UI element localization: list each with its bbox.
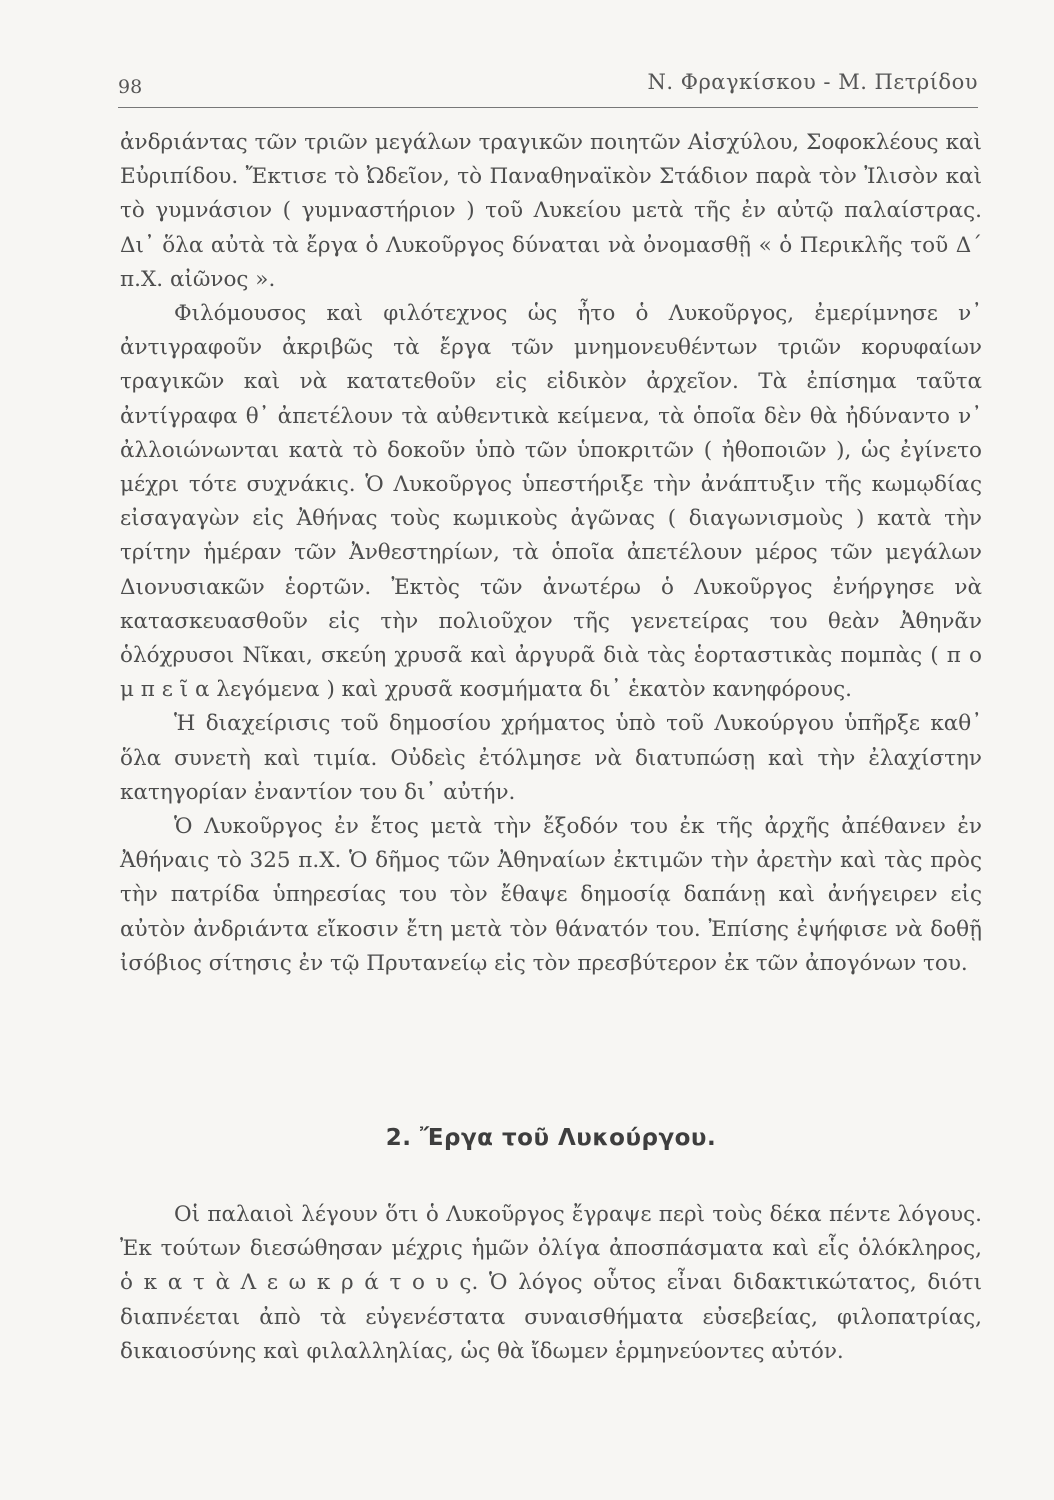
section-text xyxy=(120,1198,982,1369)
section-heading: 2. Ἔργα τοῦ Λυκούργου. xyxy=(385,1125,717,1151)
paragraph-continuation: ἀνδριάντας τῶν τριῶν μεγάλων τραγικῶν ποιητῶν Αἰσχύλου, Σοφοκλέους καὶ Εὐριπίδου. Ἔκτισε τὸ Ὠδεῖον, τὸ Παναθηναϊκὸν Στάδιον παρὰ τὸν Ἰλισὸν καὶ τὸ γυμνάσιον ( γυμναστήριον ) τοῦ Λυκείου μετὰ τῆς ἐν αὐτῷ παλαίστρας. Δι᾿ ὅλα αὐτὰ τὰ ἔργα ὁ Λυκοῦργος δύναται νὰ ὀνομασθῇ « ὁ Περικλῆς τοῦ Δ΄ π.Χ. αἰῶνος ». xyxy=(120,130,982,292)
main-text xyxy=(120,126,982,981)
running-head xyxy=(118,64,978,100)
paragraph-finances: Ἡ διαχείρισις τοῦ δημοσίου χρήματος ὑπὸ τοῦ Λυκούργου ὑπῆρξε καθ᾿ ὅλα συνετὴ καὶ τιμία. Οὐδεὶς ἐτόλμησε νὰ διατυπώσῃ καὶ τὴν ἐλαχίστην κατηγορίαν ἐναντίον του δι᾿ αὐτήν. xyxy=(120,711,982,805)
page-number: 98 xyxy=(118,76,143,98)
header-rule xyxy=(118,107,978,108)
paragraph-works: Οἱ παλαιοὶ λέγουν ὅτι ὁ Λυκοῦργος ἔγραψε περὶ τοὺς δέκα πέντε λόγους. Ἐκ τούτων διεσώθησαν μέχρις ἡμῶν ὀλίγα ἀποσπάσματα καὶ εἷς ὁλόκληρος, ὁ κ α τ ὰ Λ ε ω κ ρ ά τ ο υ ς. Ὁ λόγος οὗτος εἶναι διδακτικώτατος, διότι διαπνέεται ἀπὸ τὰ εὐγενέστατα συναισθήματα εὐσεβείας, φιλοπατρίας, δικαιοσύνης καὶ φιλαλληλίας, ὡς θὰ ἴδωμεν ἑρμηνεύοντες αὐτόν. xyxy=(120,1202,982,1364)
paragraph-death: Ὁ Λυκοῦργος ἐν ἔτος μετὰ τὴν ἔξοδόν του ἐκ τῆς ἀρχῆς ἀπέθανεν ἐν Ἀθήναις τὸ 325 π.Χ. Ὁ δῆμος τῶν Ἀθηναίων ἐκτιμῶν τὴν ἀρετὴν καὶ τὰς πρὸς τὴν πατρίδα ὑπηρεσίας του τὸν ἔθαψε δημοσίᾳ δαπάνῃ καὶ ἀνήγειρεν εἰς αὐτὸν ἀνδριάντα εἴκοσιν ἔτη μετὰ τὸν θάνατόν του. Ἐπίσης ἐψήφισε νὰ δοθῇ ἰσόβιος σίτησις ἐν τῷ Πρυτανείῳ εἰς τὸν πρεσβύτερον ἐκ τῶν ἀπογόνων του. xyxy=(120,814,982,976)
running-title: Ν. Φραγκίσκου - Μ. Πετρίδου xyxy=(647,70,978,94)
paragraph-archive: Φιλόμουσος καὶ φιλότεχνος ὡς ἦτο ὁ Λυκοῦργος, ἐμερίμνησε ν᾿ ἀντιγραφοῦν ἀκριβῶς τὰ ἔργα τῶν μνημονευθέντων τριῶν κορυφαίων τραγικῶν καὶ νὰ κατατεθοῦν εἰς εἰδικὸν ἀρχεῖον. Τὰ ἐπίσημα ταῦτα ἀντίγραφα θ᾿ ἀπετέλουν τὰ αὐθεντικὰ κείμενα, τὰ ὁποῖα δὲν θὰ ἠδύναντο ν᾿ ἀλλοιώνωνται κατὰ τὸ δοκοῦν ὑπὸ τῶν ὑποκριτῶν ( ἠθοποιῶν ), ὡς ἐγίνετο μέχρι τότε συχνάκις. Ὁ Λυκοῦργος ὑπεστήριξε τὴν ἀνάπτυξιν τῆς κωμῳδίας εἰσαγαγὼν εἰς Ἀθήνας τοὺς κωμικοὺς ἀγῶνας ( διαγωνισμοὺς ) κατὰ τὴν τρίτην ἡμέραν τῶν Ἀνθεστηρίων, τὰ ὁποῖα ἀπετέλουν μέρος τῶν μεγάλων Διονυσιακῶν ἑορτῶν. Ἐκτὸς τῶν ἀνωτέρω ὁ Λυκοῦργος ἐνήργησε νὰ κατασκευασθοῦν εἰς τὴν πολιοῦχον τῆς γενετείρας του θεὰν Ἀθηνᾶν ὁλόχρυσοι Νῖκαι, σκεύη χρυσᾶ καὶ ἀργυρᾶ διὰ τὰς ἑορταστικὰς πομπὰς ( π ο μ π ε ῖ α λεγόμενα ) καὶ χρυσᾶ κοσμήματα δι᾿ ἑκατὸν κανηφόρους. xyxy=(120,301,982,703)
